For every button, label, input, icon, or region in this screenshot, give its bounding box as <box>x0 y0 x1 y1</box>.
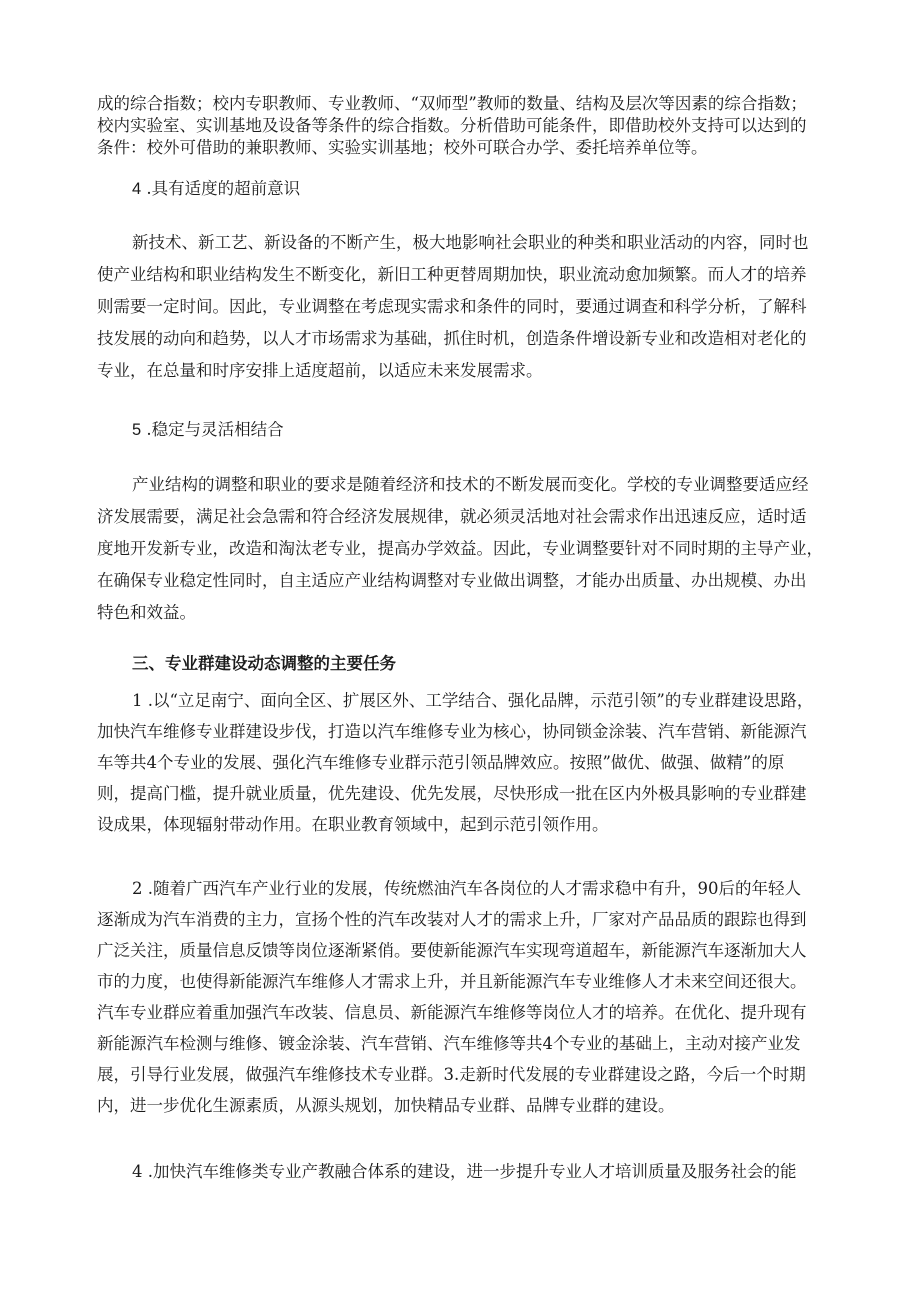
subheading-text: .稳定与灵活相结合 <box>141 420 284 439</box>
text-line: 4 .加快汽车维修类专业产教融合体系的建设，进一步提升专业人才培训质量及服务社会的能 <box>132 1162 797 1181</box>
task-2-paragraph <box>97 873 827 1121</box>
text-line: 条件：校外可借助的兼职教师、实验实训基地；校外可联合办学、委托培养单位等。 <box>97 138 708 157</box>
text-line: 则需要一定时间。因此，专业调整在考虑现实需求和条件的同时，要通过调查和科学分析，了解科 <box>97 297 807 316</box>
text-line: 技发展的动向和趋势，以人才市场需求为基础，抓住时机，创造条件增设新专业和改造相对老化的 <box>97 329 807 348</box>
text-line: 车等共4个专业的发展、强化汽车维修专业群示范引领品牌效应。按照”做优、做强、做精”的原 <box>97 753 785 772</box>
text-line: 展，引导行业发展，做强汽车维修技术专业群。3.走新时代发展的专业群建设之路，今后一个时期 <box>97 1065 806 1084</box>
text-line: 使产业结构和职业结构发生不断变化，新旧工种更替周期加快，职业流动愈加频繁。而人才的培养 <box>97 265 807 284</box>
text-line: 市的力度，也使得新能源汽车维修人才需求上升，并且新能源汽车专业维修人才未来空间还很大。 <box>97 972 807 991</box>
text-line: 专业，在总量和时序安排上适度超前，以适应未来发展需求。 <box>97 361 543 380</box>
text-line: 设成果，体现辐射带动作用。在职业教育领域中，起到示范引领作用。 <box>97 815 609 834</box>
text-line: 度地开发新专业，改造和淘汰老专业，提高办学效益。因此，专业调整要针对不同时期的主导产业， <box>97 539 823 558</box>
section-title: 三、专业群建设动态调整的主要任务 <box>132 654 396 673</box>
text-line: 新能源汽车检测与维修、镀金涂装、汽车营销、汽车维修等共4个专业的基础上，主动对接产业发 <box>97 1034 801 1053</box>
intro-paragraph <box>97 93 827 159</box>
text-line: 加快汽车维修专业群建设步伐，打造以汽车维修专业为核心，协同锁金涂装、汽车营销、新能源汽 <box>97 722 807 741</box>
text-line: 1 .以“立足南宁、面向全区、扩展区外、工学结合、强化品牌，示范引领”的专业群建设思路， <box>132 691 814 710</box>
paragraph-forward-awareness <box>97 227 827 387</box>
text-line: 成的综合指数；校内专职教师、专业教师、“双师型”教师的数量、结构及层次等因素的综合指数； <box>97 94 807 113</box>
subheading-number: 4 <box>132 180 142 198</box>
subheading-4 <box>132 178 300 200</box>
task-4-paragraph <box>97 1156 827 1187</box>
subheading-text: .具有适度的超前意识 <box>141 179 301 198</box>
paragraph-stability-flexibility <box>97 469 827 629</box>
subheading-number: 5 <box>132 421 142 439</box>
text-line: 新技术、新工艺、新设备的不断产生，极大地影响社会职业的种类和职业活动的内容，同时也 <box>132 233 809 252</box>
text-line: 济发展需要，满足社会急需和符合经济发展规律，就必须灵活地对社会需求作出迅速反应，适时适 <box>97 507 807 526</box>
text-line: 产业结构的调整和职业的要求是随着经济和技术的不断发展而变化。学校的专业调整要适应经 <box>132 475 809 494</box>
text-line: 在确保专业稳定性同时，自主适应产业结构调整对专业做出调整，才能办出质量、办出规模、办出 <box>97 571 807 590</box>
text-line: 特色和效益。 <box>97 603 196 622</box>
text-line: 则，提高门槛，提升就业质量，优先建设、优先发展，尽快形成一批在区内外极具影响的专业群建 <box>97 784 807 803</box>
text-line: 逐渐成为汽车消费的主力，宣扬个性的汽车改装对人才的需求上升，厂家对产品品质的跟踪也得到 <box>97 910 807 929</box>
task-1-paragraph <box>97 685 827 840</box>
text-line: 广泛关注，质量信息反馈等岗位逐渐紧俏。要使新能源汽车实现弯道超车，新能源汽车逐渐加大人 <box>97 941 807 960</box>
text-line: 内，进一步优化生源素质，从源头规划，加快精品专业群、品牌专业群的建设。 <box>97 1096 675 1115</box>
text-line: 2 .随着广西汽车产业行业的发展，传统燃油汽车各岗位的人才需求稳中有升，90后的年轻人 <box>132 879 801 898</box>
text-line: 校内实验室、实训基地及设备等条件的综合指数。分析借助可能条件，即借助校外支持可以达到的 <box>97 116 807 135</box>
subheading-5 <box>132 419 284 441</box>
text-line: 汽车专业群应着重加强汽车改装、信息员、新能源汽车维修等岗位人才的培养。在优化、提升现有 <box>97 1003 807 1022</box>
